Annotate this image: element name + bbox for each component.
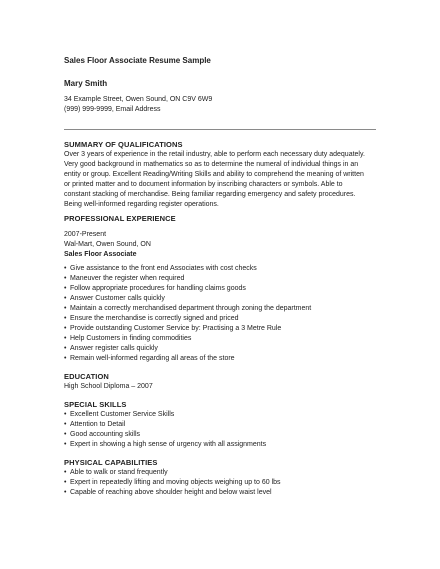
experience-role: Sales Floor Associate <box>64 251 137 258</box>
education-heading: EDUCATION <box>64 372 109 381</box>
list-item: • Remain well-informed regarding all areas of the store <box>64 354 376 364</box>
list-item: • Answer Customer calls quickly <box>64 294 376 304</box>
capabilities-heading: PHYSICAL CAPABILITIES <box>64 458 158 467</box>
list-item: • Good accounting skills <box>64 430 376 440</box>
summary-line: Very good background in mathematics so as to determine the numeral of individual things in an <box>64 161 359 168</box>
summary-line: Being well-informed regarding register operations. <box>64 201 219 208</box>
document-title: Sales Floor Associate Resume Sample <box>64 56 211 65</box>
summary-line: constant stacking of merchandise. Being familiar regarding emergency and safety procedures. <box>64 191 356 198</box>
summary-line: Over 3 years of experience in the retail industry, able to perform each necessary duty adequately. <box>64 151 365 158</box>
list-item: • Follow appropriate procedures for handling claims goods <box>64 284 376 294</box>
list-item: • Ensure the merchandise is correctly signed and priced <box>64 314 376 324</box>
header-divider <box>64 129 376 130</box>
list-item: • Attention to Detail <box>64 420 376 430</box>
skills-list <box>64 410 376 450</box>
list-item: • Expert in repeatedly lifting and moving objects weighing up to 60 lbs <box>64 478 376 488</box>
list-item: • Able to walk or stand frequently <box>64 468 376 478</box>
list-item: • Help Customers in finding commodities <box>64 334 376 344</box>
list-item: • Maintain a correctly merchandised department through zoning the department <box>64 304 376 314</box>
experience-period: 2007-Present <box>64 231 107 238</box>
experience-employer: Wal-Mart, Owen Sound, ON <box>64 241 151 248</box>
experience-duties-list <box>64 264 376 364</box>
list-item: • Give assistance to the front end Associates with cost checks <box>64 264 376 274</box>
list-item: • Maneuver the register when required <box>64 274 376 284</box>
capabilities-list <box>64 468 376 498</box>
experience-heading: PROFESSIONAL EXPERIENCE <box>64 214 176 223</box>
list-item: • Provide outstanding Customer Service by: Practising a 3 Metre Rule <box>64 324 376 334</box>
candidate-name: Mary Smith <box>64 79 108 88</box>
resume-page <box>64 56 376 498</box>
list-item: • Capable of reaching above shoulder height and below waist level <box>64 488 376 498</box>
summary-line: or printed matter and to document information by inscribing characters or symbols. Able to <box>64 181 343 188</box>
summary-line: entity or group. Excellent Reading/Writing Skills and ability to comprehend the meaning of written <box>64 171 364 178</box>
candidate-contact: (999) 999-9999, Email Address <box>64 106 161 113</box>
skills-heading: SPECIAL SKILLS <box>64 400 127 409</box>
summary-body <box>64 150 376 210</box>
list-item: • Answer register calls quickly <box>64 344 376 354</box>
candidate-address: 34 Example Street, Owen Sound, ON C9V 6W9 <box>64 96 213 103</box>
education-detail: High School Diploma – 2007 <box>64 383 153 390</box>
summary-heading: SUMMARY OF QUALIFICATIONS <box>64 140 183 149</box>
list-item: • Expert in showing a high sense of urgency with all assignments <box>64 440 376 450</box>
list-item: • Excellent Customer Service Skills <box>64 410 376 420</box>
